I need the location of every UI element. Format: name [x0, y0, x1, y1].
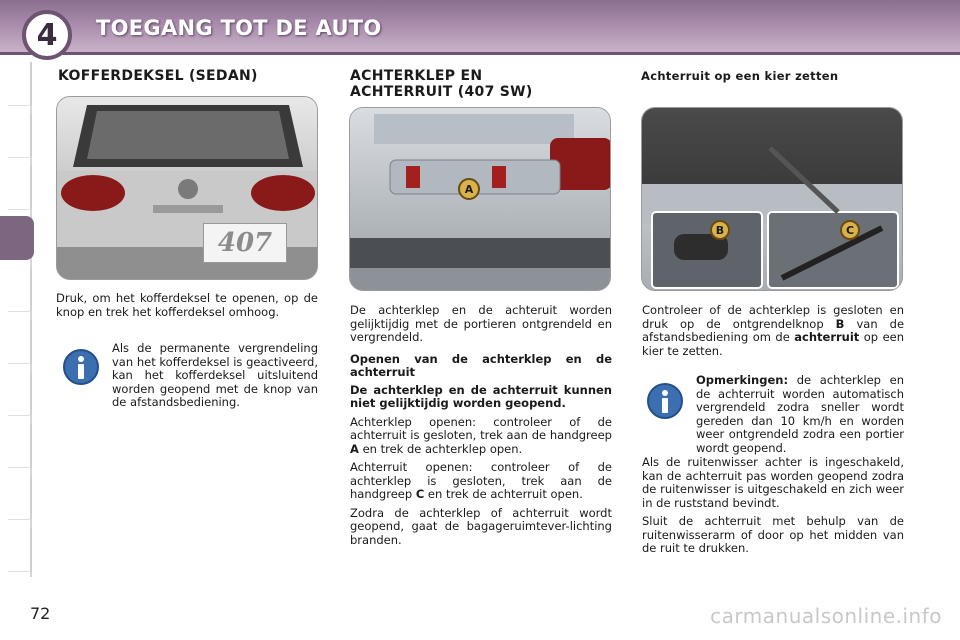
footer-watermark: carmanualsonline.info: [710, 604, 942, 628]
chapter-tab-4-active[interactable]: [0, 216, 34, 260]
kofferdeksel-body-text: Druk, om het kofferdeksel te openen, op de knop en trek het kofferdeksel omhoog.: [56, 291, 318, 319]
section-title-achterruit-kier: Achterruit op een kier zetten: [641, 69, 839, 83]
rear-window-intro-bold: achterruit: [794, 330, 860, 344]
remarks-label: Opmerkingen:: [696, 373, 789, 387]
rear-window-open-text-post: en trek de achterruit open.: [427, 487, 583, 501]
model-badge-407: 407: [203, 223, 287, 263]
tailgate-illustration: [350, 108, 611, 291]
tailgate-open-text-pre: Achterklep openen: controleer of de achterruit is gesloten, trek aan de handgreep: [350, 414, 612, 442]
rear-window-intro-post: op een kier te zetten.: [642, 330, 905, 358]
photo-sedan-trunk: [56, 96, 318, 280]
handle-key-c: C: [415, 487, 425, 501]
remote-button-b-label: B: [710, 220, 730, 240]
tailgate-intro: De achterklep en de achteruit worden gelijktijdig met de portieren ontgrendeld en vergrendeld.: [350, 303, 612, 344]
tailgate-subheading: Openen van de achterklep en de achterruit: [350, 351, 612, 379]
chapter-title: TOEGANG TOT DE AUTO: [96, 16, 382, 40]
middle-text-block: [350, 304, 612, 552]
chapter-tab-5[interactable]: [8, 268, 32, 312]
rear-window-intro-pre: Controleer of de achterklep is gesloten en druk op de ontgrendelknop: [642, 303, 904, 331]
remarks-paragraph-3: Sluit de achterruit met behulp van de ruitenwisserarm of door op het midden van de ruit te drukken.: [642, 514, 904, 555]
tailgate-open-text-post: en trek de achterklep open.: [362, 441, 523, 456]
boot-light-paragraph: Zodra de achterklep of achterruit wordt geopend, gaat de bagageruimtever-lichting branden.: [350, 505, 612, 547]
header-divider: [0, 52, 960, 55]
rear-window-illustration: [642, 108, 903, 291]
chapter-number-badge: 4: [22, 10, 72, 60]
chapter-tab-2[interactable]: [8, 114, 32, 158]
info-icon: [62, 348, 100, 386]
chapter-tab-9[interactable]: [8, 476, 32, 520]
chapter-tab-8[interactable]: [8, 424, 32, 468]
rear-window-open-paragraph: [350, 461, 612, 502]
handle-c-label: C: [840, 220, 860, 240]
tailgate-bold-note: De achterklep en de achterruit kunnen niet gelijktijdig worden geopend.: [350, 382, 612, 410]
remarks-text-bottom: [642, 456, 904, 561]
page-number: 72: [30, 604, 51, 623]
chapter-tab-3[interactable]: [8, 166, 32, 210]
chapter-tab-1[interactable]: [8, 62, 32, 106]
remarks-paragraph-1: de achterklep en de achterruit worden automatisch vergrendeld zodra sneller wordt gereden dan 10 km/h en worden weer ontgrendeld zodra een portier wordt geopend.: [696, 373, 904, 455]
remarks-paragraph-2: Als de ruitenwisser achter is ingeschakeld, kan de achterruit pas worden geopend zodra de ruitenwisser is uitgeschakeld en zich weer in de ruststand bevindt.: [642, 455, 904, 510]
chapter-tab-6[interactable]: [8, 320, 32, 364]
rear-window-open-text-pre: Achterruit openen: controleer of de achterklep is gesloten, trek aan de handgreep: [350, 460, 612, 501]
chapter-tab-10[interactable]: [8, 528, 32, 572]
remote-key-b: B: [835, 316, 845, 331]
photo-sw-tailgate: [349, 107, 611, 291]
chapter-tab-rail: [0, 62, 34, 577]
section-title-line-2: ACHTERRUIT (407 SW): [350, 84, 533, 100]
rear-window-intro-text: [642, 304, 904, 358]
handle-a-label: A: [458, 178, 480, 200]
chapter-tab-7[interactable]: [8, 372, 32, 416]
handle-key-a: A: [350, 441, 359, 456]
section-title-kofferdeksel: KOFFERDEKSEL (SEDAN): [58, 68, 258, 84]
remarks-text-top: [696, 374, 904, 455]
rear-window-intro-mid: van de afstandsbediening om de: [642, 316, 905, 344]
kofferdeksel-info-text: Als de permanente vergrendeling van het kofferdeksel is geactiveerd, kan het kofferdeksel uitsluitend worden geopend met de knop van de afstandsbediening.: [112, 341, 318, 409]
section-title-line-1: ACHTERKLEP EN: [350, 68, 483, 84]
info-icon: [646, 382, 684, 420]
tailgate-open-paragraph: [350, 416, 612, 457]
photo-rear-window-remote: [641, 107, 903, 291]
section-title-achterklep: [350, 68, 533, 100]
